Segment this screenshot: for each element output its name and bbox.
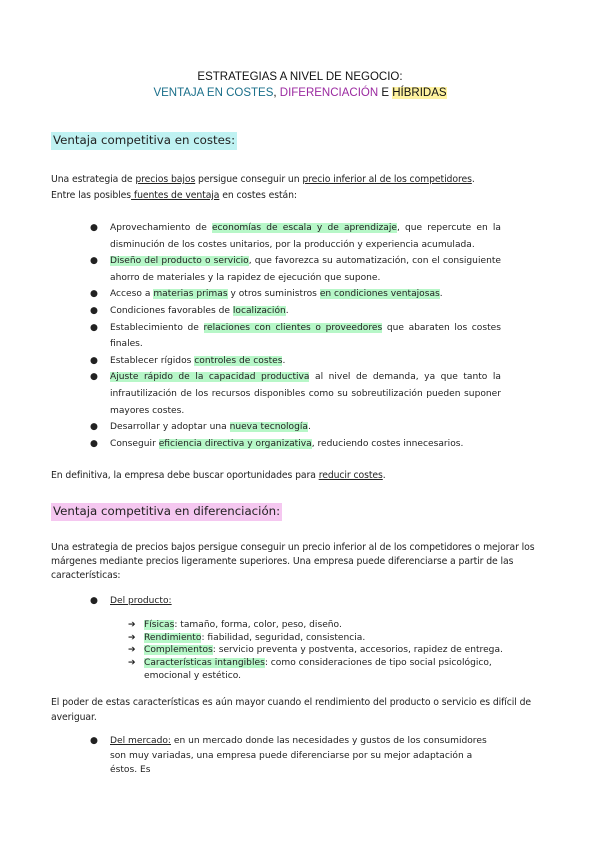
highlight: Complementos [144, 645, 213, 656]
text: , que favorezca su automatización, con el consiguiente ahorro de materiales y la rapidez de ejecución que supone. [110, 256, 501, 283]
text-underlined: Del mercado: [110, 736, 171, 746]
text: en costes están: [219, 189, 297, 201]
bullet-icon: ● [90, 223, 98, 233]
costes-bullet-list [90, 220, 501, 452]
text: : servicio preventa y postventa, accesorios, rapidez de entrega. [212, 645, 503, 656]
heading-ventaja-diferenciacion: Ventaja competitiva en diferenciación: [51, 503, 282, 521]
del-producto-sublist [128, 619, 528, 683]
text: Acceso a [110, 289, 154, 300]
list-item [90, 286, 501, 303]
list-item [90, 353, 501, 370]
highlight: localización [232, 305, 286, 316]
list-item [128, 657, 528, 682]
title-ventaja-costes: VENTAJA EN COSTES [153, 87, 274, 99]
text: Condiciones favorables de [110, 305, 233, 316]
list-item [90, 220, 501, 253]
highlight: materias primas [153, 289, 228, 300]
text: al nivel de demanda, ya que tanto la infrautilización de los recursos disponibles como su sobreutilización pueden suponer mayores costes. [110, 372, 501, 416]
title-separator: , [273, 87, 280, 99]
text: y otros suministros [227, 289, 320, 300]
text: Establecer rígidos [110, 355, 195, 366]
bullet-icon: ● [90, 289, 98, 300]
document-title-line2 [0, 87, 600, 99]
text: , que repercute en la disminución de los costes unitarios, por la producción y experiencia acumulada. [110, 223, 501, 250]
list-item [90, 320, 501, 353]
del-producto-item [90, 594, 172, 610]
text: , reduciendo costes innecesarios. [311, 438, 464, 449]
bullet-icon: ● [90, 322, 98, 333]
highlight: controles de costes [194, 355, 283, 366]
bullet-icon: ● [90, 256, 98, 267]
arrow-icon: ➔ [128, 658, 136, 669]
text: . [439, 289, 443, 300]
text: Desarrollar y adoptar una [110, 422, 230, 433]
text: que abaraten los costes finales. [110, 322, 501, 350]
document-title-line1: ESTRATEGIAS A NIVEL DE NEGOCIO: [197, 71, 403, 83]
costes-closing [51, 468, 551, 484]
list-item [90, 369, 501, 419]
text-underlined: precios bajos [135, 174, 196, 185]
list-item [90, 436, 501, 453]
list-item [90, 419, 501, 436]
text: : fiabilidad, seguridad, consistencia. [201, 632, 366, 643]
text: . [382, 470, 386, 481]
title-separator: E [378, 87, 393, 99]
text: . [282, 355, 286, 366]
highlight: nueva tecnología [229, 422, 308, 433]
costes-intro [51, 172, 551, 204]
del-mercado-text [90, 734, 502, 778]
bullet-icon: ● [90, 422, 98, 433]
text-underlined: fuentes de ventaja [131, 189, 220, 201]
highlight: Características intangibles [144, 658, 265, 669]
text: persigue conseguir un [195, 174, 303, 185]
highlight: en condiciones ventajosas [319, 289, 440, 300]
highlight: Diseño del producto o servicio [110, 256, 249, 267]
highlight: eficiencia directiva y organizativa [158, 438, 312, 449]
text-underlined: reducir costes [318, 470, 383, 481]
bullet-icon: ● [90, 596, 98, 606]
list-item [128, 632, 528, 645]
text: Establecimiento de [110, 322, 204, 333]
text: Una estrategia de [51, 174, 136, 185]
text: En definitiva, la empresa debe buscar oportunidades para [51, 470, 319, 481]
highlight: economías de escala y de aprendizaje [211, 223, 397, 233]
list-item [90, 303, 501, 320]
text: Conseguir [110, 438, 159, 449]
list-item [128, 644, 528, 657]
highlight: Rendimiento [144, 632, 202, 643]
text: . [307, 422, 311, 433]
text: en un mercado donde las necesidades y gustos de los consumidores son muy variadas, una empresa puede diferenciarse por su mejor adaptación a éstos. Es [110, 736, 487, 775]
heading-ventaja-costes: Ventaja competitiva en costes: [51, 132, 237, 150]
text: : tamaño, forma, color, peso, diseño. [174, 620, 342, 630]
text: Entre las posibles [51, 189, 132, 201]
text-underlined: precio inferior al de los competidores [302, 174, 472, 185]
dif-intro: Una estrategia de precios bajos persigue conseguir un precio inferior al de los competidores o mejorar los márgenes mediante precios ligeramente superiores. Una empresa puede diferenciarse a partir de las características: [51, 542, 535, 582]
bullet-icon: ● [90, 372, 98, 383]
arrow-icon: ➔ [128, 645, 136, 656]
list-item [90, 253, 501, 286]
text: . [285, 305, 289, 316]
text: . [471, 174, 475, 185]
highlight: Físicas [144, 620, 175, 630]
del-mercado-item [90, 734, 502, 778]
text: Aprovechamiento de [110, 223, 212, 233]
list-item [128, 619, 528, 632]
text: : como consideraciones de tipo social psicológico, emocional y estético. [144, 658, 492, 681]
bullet-icon: ● [90, 305, 98, 316]
arrow-icon: ➔ [128, 632, 136, 643]
text-underlined: Del producto: [110, 596, 172, 606]
bullet-icon: ● [90, 736, 98, 746]
dif-poder: El poder de estas características es aún mayor cuando el rendimiento del producto o servicio es difícil de averiguar. [51, 697, 532, 723]
title-hibridas: HÍBRIDAS [392, 87, 447, 99]
title-diferenciacion: DIFERENCIACIÓN [279, 87, 379, 99]
highlight: Ajuste rápido de la capacidad productiva [110, 372, 310, 383]
bullet-icon: ● [90, 355, 98, 366]
bullet-icon: ● [90, 438, 98, 449]
highlight: relaciones con clientes o proveedores [203, 322, 383, 333]
arrow-icon: ➔ [128, 620, 136, 630]
